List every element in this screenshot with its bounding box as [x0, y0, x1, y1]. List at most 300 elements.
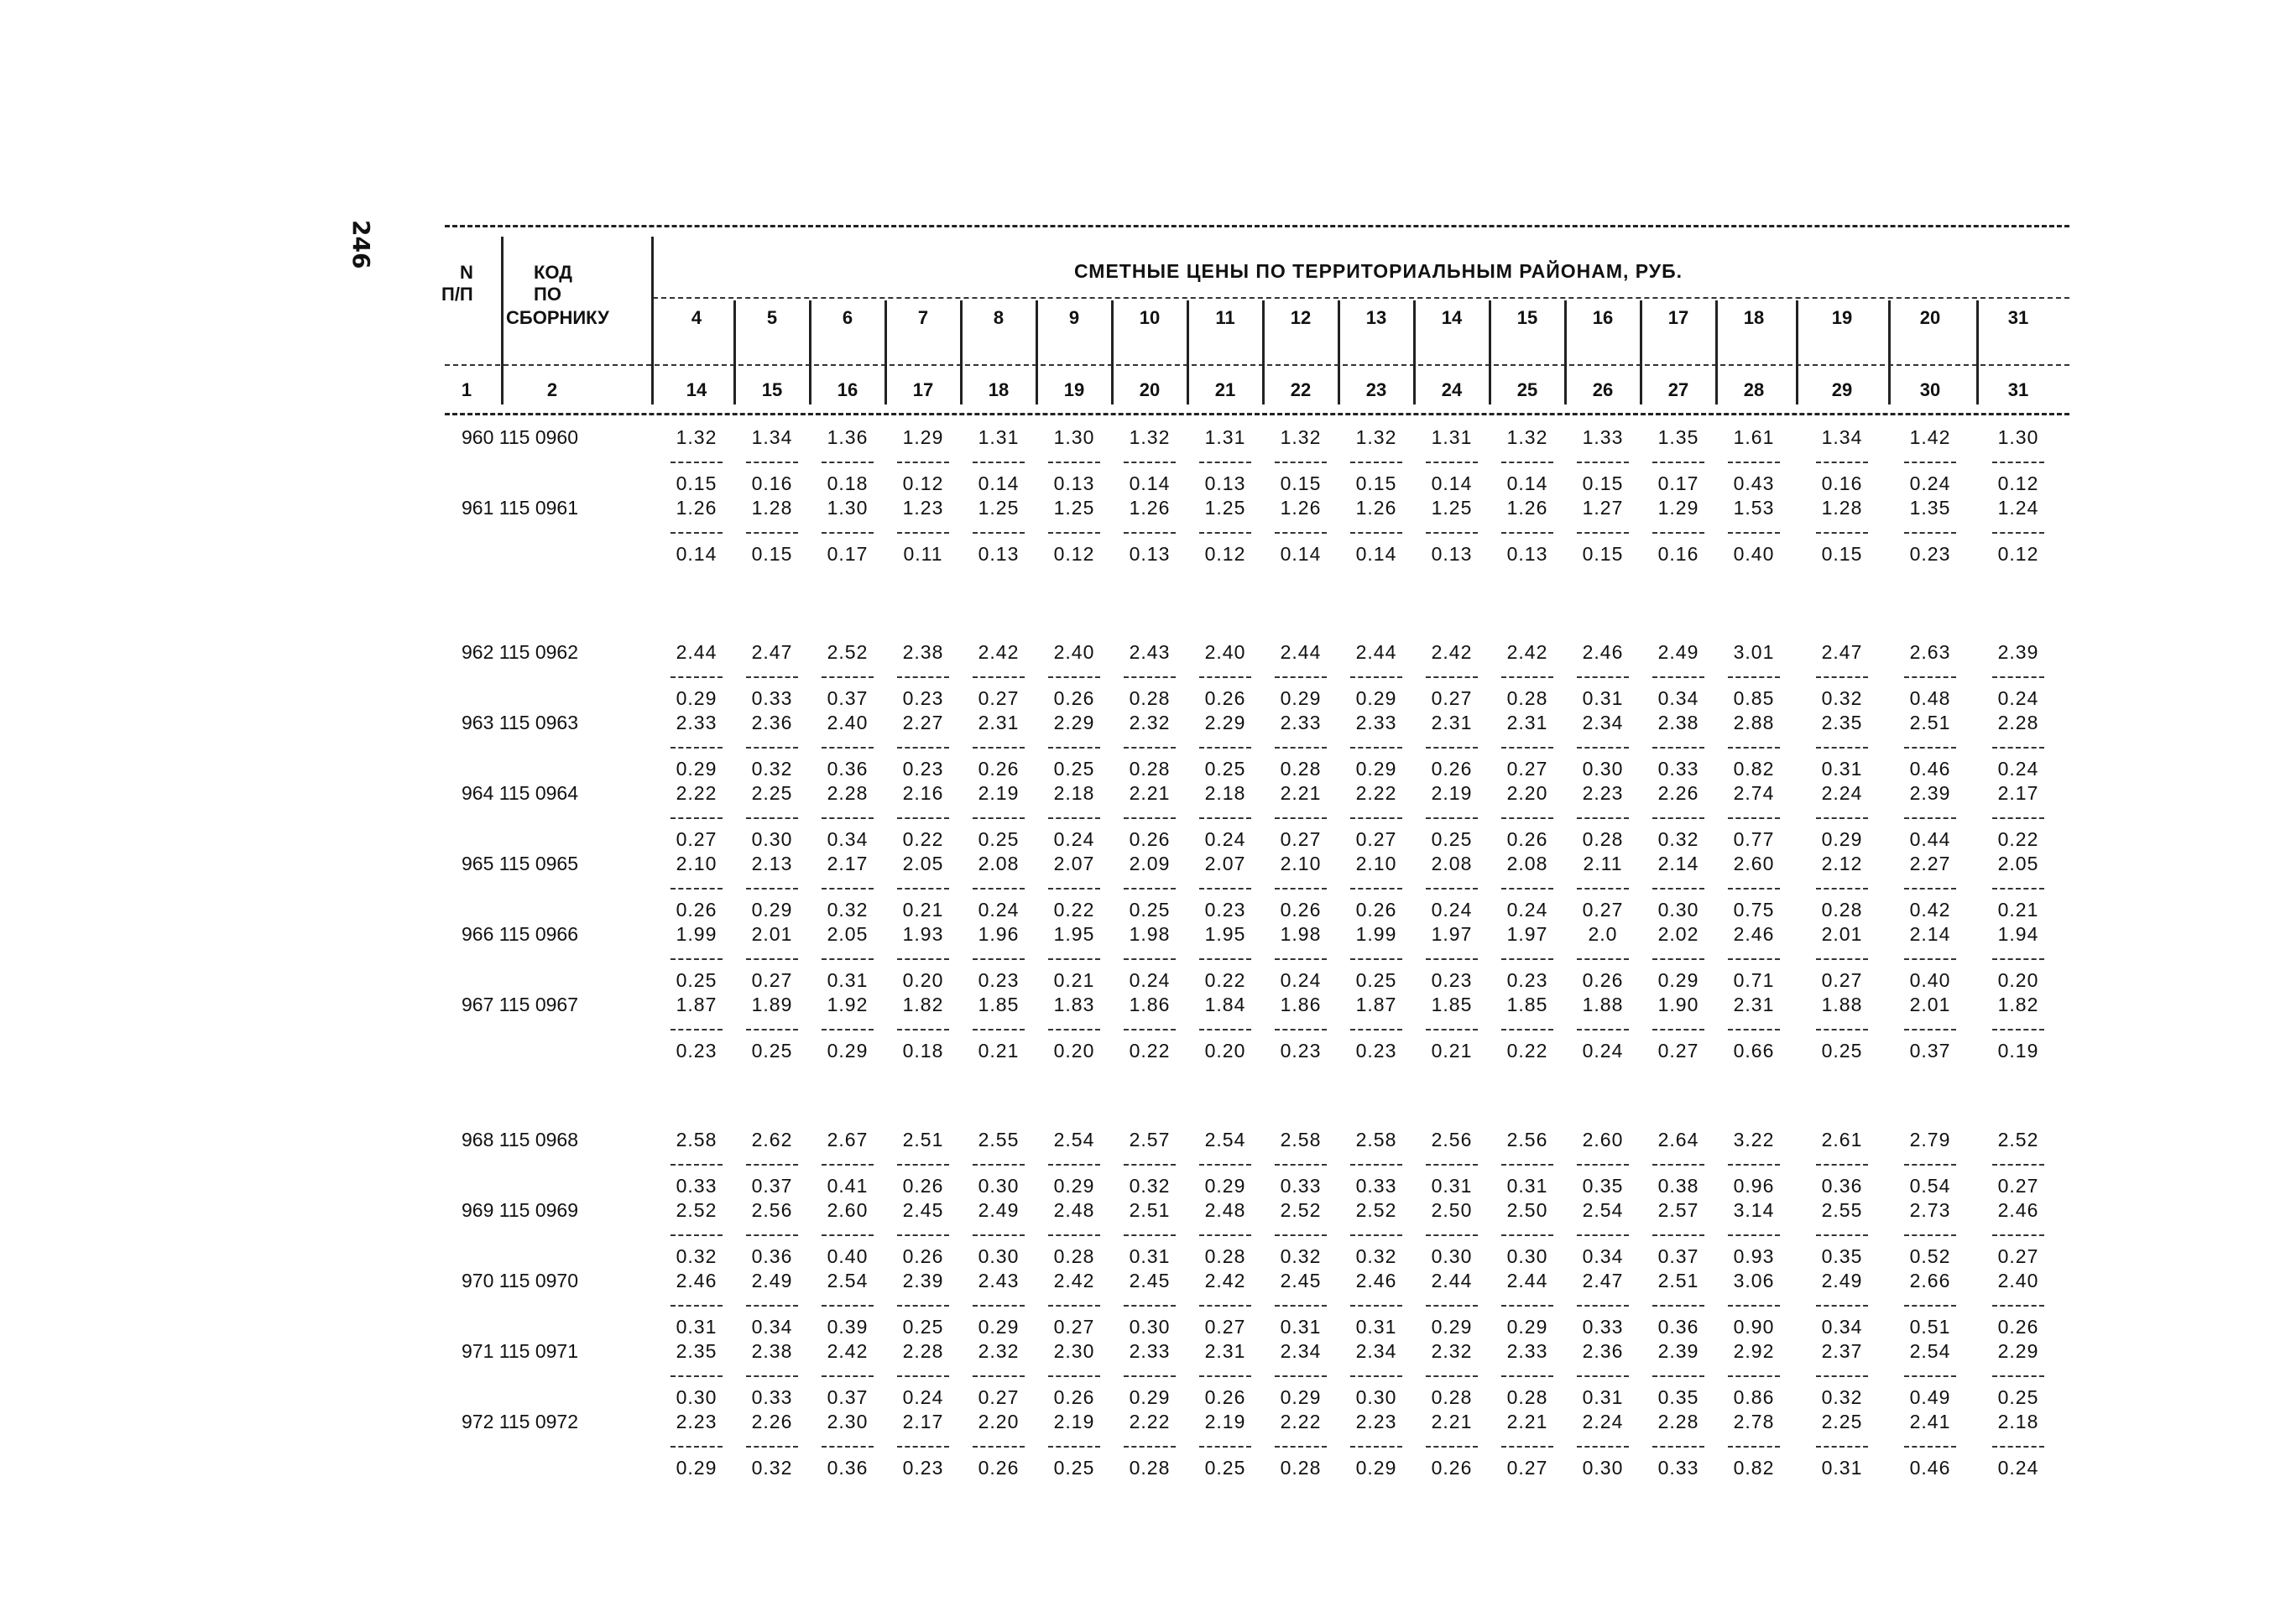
fraction-line [1275, 1305, 1327, 1307]
fraction-line [1816, 1234, 1868, 1236]
price-value: 1.61 [1733, 426, 1775, 448]
sub-value: 0.11 [903, 543, 943, 565]
sub-value: 0.25 [1204, 1457, 1246, 1479]
sub-value: 0.93 [1733, 1245, 1775, 1267]
sub-value: 0.15 [751, 543, 793, 565]
header-region-number: 12 [1290, 307, 1312, 328]
sub-value: 0.85 [1733, 687, 1775, 709]
sub-value: 0.34 [751, 1316, 793, 1338]
fraction-line [897, 462, 949, 463]
price-value: 2.21 [1431, 1411, 1473, 1432]
sub-value: 0.32 [1821, 687, 1863, 709]
header-col-separator [733, 300, 736, 404]
sub-value: 0.33 [676, 1175, 718, 1197]
price-value: 2.17 [827, 853, 869, 874]
price-value: 2.56 [751, 1199, 793, 1221]
sub-value: 0.33 [1657, 758, 1699, 780]
sub-value: 0.28 [1431, 1386, 1473, 1408]
sub-value: 0.14 [676, 543, 718, 565]
fraction-line [1426, 532, 1478, 534]
fraction-line [1577, 958, 1629, 960]
sub-value: 0.29 [1280, 1386, 1322, 1408]
header-col-npp: П/П [441, 284, 473, 305]
price-value: 2.46 [1582, 641, 1624, 663]
fraction-line [1426, 1234, 1478, 1236]
price-value: 2.31 [1506, 712, 1548, 733]
sub-value: 0.29 [1355, 1457, 1397, 1479]
price-value: 2.38 [751, 1340, 793, 1362]
fraction-line [1048, 676, 1100, 678]
price-value: 2.18 [1053, 782, 1095, 804]
price-value: 2.22 [1129, 1411, 1171, 1432]
price-value: 2.17 [902, 1411, 944, 1432]
sub-value: 0.37 [1909, 1040, 1951, 1062]
fraction-line [1992, 1234, 2044, 1236]
price-value: 2.28 [902, 1340, 944, 1362]
price-value: 1.87 [676, 994, 718, 1015]
price-value: 2.49 [1657, 641, 1699, 663]
price-value: 2.50 [1506, 1199, 1548, 1221]
sub-value: 0.28 [1582, 828, 1624, 850]
header-column-index: 14 [686, 379, 707, 400]
fraction-line [1048, 817, 1100, 819]
sub-value: 0.29 [1053, 1175, 1095, 1197]
fraction-line [1350, 817, 1402, 819]
sub-value: 0.32 [1280, 1245, 1322, 1267]
price-value: 2.31 [1204, 1340, 1246, 1362]
sub-value: 0.13 [1053, 472, 1095, 494]
price-value: 2.40 [1204, 641, 1246, 663]
fraction-line [1992, 888, 2044, 890]
price-value: 2.44 [1355, 641, 1397, 663]
fraction-line [1275, 1446, 1327, 1448]
fraction-line [746, 747, 798, 749]
price-value: 2.54 [1053, 1129, 1095, 1150]
fraction-line [1652, 1305, 1704, 1307]
price-value: 2.52 [1280, 1199, 1322, 1221]
sub-value: 0.75 [1733, 899, 1775, 921]
sub-value: 0.29 [1129, 1386, 1171, 1408]
fraction-line [1275, 676, 1327, 678]
fraction-line [1728, 888, 1780, 890]
header-column-index: 28 [1743, 379, 1765, 400]
price-value: 2.01 [1821, 923, 1863, 945]
fraction-line [671, 1164, 723, 1166]
sub-value: 0.23 [1431, 969, 1473, 991]
fraction-line [1199, 1375, 1251, 1377]
sub-value: 0.23 [1280, 1040, 1322, 1062]
fraction-line [1992, 676, 2044, 678]
price-value: 2.26 [751, 1411, 793, 1432]
header-col-index-2: 2 [546, 379, 558, 400]
sub-value: 0.28 [1280, 758, 1322, 780]
fraction-line [897, 532, 949, 534]
header-column-index: 19 [1063, 379, 1085, 400]
fraction-line [973, 958, 1025, 960]
sub-value: 0.31 [1431, 1175, 1473, 1197]
header-col-separator [1187, 300, 1189, 404]
price-value: 3.14 [1733, 1199, 1775, 1221]
price-value: 2.44 [1431, 1270, 1473, 1291]
price-value: 2.33 [1129, 1340, 1171, 1362]
sub-value: 0.13 [1506, 543, 1548, 565]
price-value: 2.54 [1582, 1199, 1624, 1221]
fraction-line [1426, 1029, 1478, 1030]
sub-value: 0.26 [1997, 1316, 2039, 1338]
fraction-line [1652, 747, 1704, 749]
sub-value: 0.36 [751, 1245, 793, 1267]
price-value: 2.28 [827, 782, 869, 804]
price-value: 2.55 [1821, 1199, 1863, 1221]
fraction-line [1652, 1375, 1704, 1377]
sub-value: 0.17 [827, 543, 869, 565]
fraction-line [1426, 958, 1478, 960]
row-code: 962 115 0962 [462, 641, 578, 663]
fraction-line [1048, 888, 1100, 890]
header-region-number: 18 [1743, 307, 1765, 328]
price-value: 2.56 [1506, 1129, 1548, 1150]
sub-value: 0.14 [1280, 543, 1322, 565]
sub-value: 0.40 [1733, 543, 1775, 565]
header-region-number: 6 [842, 307, 853, 328]
fraction-line [1426, 817, 1478, 819]
sub-value: 0.66 [1733, 1040, 1775, 1062]
price-value: 2.42 [1431, 641, 1473, 663]
fraction-line [973, 747, 1025, 749]
price-value: 1.36 [827, 426, 869, 448]
price-value: 2.23 [1582, 782, 1624, 804]
fraction-line [1992, 1305, 2044, 1307]
fraction-line [1199, 817, 1251, 819]
price-value: 2.55 [978, 1129, 1020, 1150]
price-value: 2.47 [751, 641, 793, 663]
price-value: 2.07 [1053, 853, 1095, 874]
sub-value: 0.23 [1204, 899, 1246, 921]
price-value: 2.05 [827, 923, 869, 945]
sub-value: 0.25 [1431, 828, 1473, 850]
fraction-line [822, 958, 874, 960]
price-value: 1.31 [978, 426, 1020, 448]
sub-value: 0.27 [1582, 899, 1624, 921]
price-value: 2.73 [1909, 1199, 1951, 1221]
fraction-line [1199, 1446, 1251, 1448]
sub-value: 0.29 [676, 758, 718, 780]
sub-value: 0.27 [1204, 1316, 1246, 1338]
fraction-line [973, 532, 1025, 534]
sub-value: 0.33 [1355, 1175, 1397, 1197]
price-value: 2.51 [902, 1129, 944, 1150]
fraction-line [1816, 1164, 1868, 1166]
header-mid-rule [445, 364, 2069, 366]
fraction-line [1350, 532, 1402, 534]
sub-value: 0.30 [751, 828, 793, 850]
sub-value: 0.30 [1582, 758, 1624, 780]
header-col-separator [1640, 300, 1642, 404]
price-value: 2.39 [1997, 641, 2039, 663]
header-column-index: 24 [1441, 379, 1463, 400]
price-value: 1.98 [1280, 923, 1322, 945]
price-value: 2.49 [1821, 1270, 1863, 1291]
fraction-line [1904, 1029, 1956, 1030]
price-value: 2.21 [1506, 1411, 1548, 1432]
price-value: 2.39 [1657, 1340, 1699, 1362]
sub-value: 0.20 [1204, 1040, 1246, 1062]
sub-value: 0.22 [1053, 899, 1095, 921]
header-col-separator [1796, 300, 1798, 404]
sub-value: 0.25 [1821, 1040, 1863, 1062]
fraction-line [1350, 958, 1402, 960]
fraction-line [1048, 747, 1100, 749]
fraction-line [1048, 532, 1100, 534]
sub-value: 0.16 [1821, 472, 1863, 494]
sub-value: 0.15 [1582, 472, 1624, 494]
sub-value: 0.31 [1129, 1245, 1171, 1267]
row-code: 965 115 0965 [462, 853, 578, 874]
sub-value: 0.22 [1997, 828, 2039, 850]
sub-value: 0.25 [1204, 758, 1246, 780]
fraction-line [1501, 1446, 1553, 1448]
sub-value: 0.20 [1997, 969, 2039, 991]
price-value: 1.29 [902, 426, 944, 448]
header-column-index: 15 [761, 379, 783, 400]
price-value: 2.54 [827, 1270, 869, 1291]
fraction-line [1577, 676, 1629, 678]
row-code: 961 115 0961 [462, 497, 578, 519]
price-value: 2.52 [827, 641, 869, 663]
fraction-line [1501, 676, 1553, 678]
sub-value: 0.28 [1129, 687, 1171, 709]
sub-value: 0.36 [1821, 1175, 1863, 1197]
fraction-line [1199, 462, 1251, 463]
price-value: 2.63 [1909, 641, 1951, 663]
header-column-index: 29 [1831, 379, 1853, 400]
price-value: 2.13 [751, 853, 793, 874]
fraction-line [897, 1164, 949, 1166]
sub-value: 0.15 [676, 472, 718, 494]
sub-value: 0.43 [1733, 472, 1775, 494]
price-value: 2.45 [1129, 1270, 1171, 1291]
sub-value: 0.26 [1053, 687, 1095, 709]
fraction-line [1577, 462, 1629, 463]
price-value: 1.29 [1657, 497, 1699, 519]
fraction-line [1992, 817, 2044, 819]
fraction-line [1048, 1305, 1100, 1307]
header-col-separator [1888, 300, 1891, 404]
price-value: 2.52 [1997, 1129, 2039, 1150]
header-column-index: 27 [1667, 379, 1689, 400]
price-value: 1.83 [1053, 994, 1095, 1015]
price-value: 1.33 [1582, 426, 1624, 448]
fraction-line [822, 1234, 874, 1236]
sub-value: 0.31 [676, 1316, 718, 1338]
sub-value: 0.24 [1506, 899, 1548, 921]
sub-value: 0.33 [1657, 1457, 1699, 1479]
price-value: 2.42 [1204, 1270, 1246, 1291]
sub-value: 0.30 [1582, 1457, 1624, 1479]
fraction-line [1124, 532, 1176, 534]
header-col-separator [1976, 300, 1979, 404]
price-value: 2.01 [751, 923, 793, 945]
price-value: 1.93 [902, 923, 944, 945]
sub-value: 0.24 [1909, 472, 1951, 494]
price-value: 2.62 [751, 1129, 793, 1150]
sub-value: 0.31 [1821, 758, 1863, 780]
fraction-line [1992, 1375, 2044, 1377]
price-value: 1.89 [751, 994, 793, 1015]
sub-value: 0.31 [1582, 687, 1624, 709]
fraction-line [671, 1375, 723, 1377]
sub-value: 0.51 [1909, 1316, 1951, 1338]
sub-value: 0.26 [1431, 1457, 1473, 1479]
sub-value: 0.25 [1129, 899, 1171, 921]
price-value: 1.32 [676, 426, 718, 448]
price-value: 2.47 [1582, 1270, 1624, 1291]
sub-value: 0.27 [751, 969, 793, 991]
sub-value: 0.41 [827, 1175, 869, 1197]
fraction-line [1048, 1164, 1100, 1166]
sub-value: 0.34 [1582, 1245, 1624, 1267]
fraction-line [1728, 1164, 1780, 1166]
fraction-line [1048, 1446, 1100, 1448]
fraction-line [746, 1446, 798, 1448]
fraction-line [1577, 747, 1629, 749]
sub-value: 0.86 [1733, 1386, 1775, 1408]
fraction-line [746, 1375, 798, 1377]
fraction-line [1124, 1234, 1176, 1236]
fraction-line [1992, 532, 2044, 534]
fraction-line [1275, 817, 1327, 819]
fraction-line [1816, 1305, 1868, 1307]
fraction-line [1199, 1234, 1251, 1236]
header-top-rule [445, 225, 2069, 227]
price-value: 2.39 [1909, 782, 1951, 804]
price-value: 2.10 [676, 853, 718, 874]
fraction-line [1124, 817, 1176, 819]
sub-value: 0.13 [1129, 543, 1171, 565]
price-value: 1.90 [1657, 994, 1699, 1015]
price-value: 2.30 [827, 1411, 869, 1432]
price-value: 1.32 [1129, 426, 1171, 448]
price-value: 1.25 [1204, 497, 1246, 519]
price-value: 2.52 [676, 1199, 718, 1221]
price-value: 2.10 [1355, 853, 1397, 874]
price-value: 2.26 [1657, 782, 1699, 804]
header-region-number: 19 [1831, 307, 1853, 328]
price-value: 2.36 [1582, 1340, 1624, 1362]
sub-value: 0.25 [1053, 758, 1095, 780]
fraction-line [1426, 888, 1478, 890]
header-region-number: 14 [1441, 307, 1463, 328]
row-code: 971 115 0971 [462, 1340, 578, 1362]
fraction-line [1904, 676, 1956, 678]
fraction-line [1275, 462, 1327, 463]
price-value: 2.29 [1053, 712, 1095, 733]
price-value: 1.97 [1431, 923, 1473, 945]
price-value: 1.99 [676, 923, 718, 945]
sub-value: 0.52 [1909, 1245, 1951, 1267]
fraction-line [1501, 1375, 1553, 1377]
fraction-line [1426, 1305, 1478, 1307]
fraction-line [1199, 888, 1251, 890]
sub-value: 0.32 [1355, 1245, 1397, 1267]
header-column-index: 31 [2007, 379, 2029, 400]
price-value: 2.47 [1821, 641, 1863, 663]
sub-value: 0.19 [1997, 1040, 2039, 1062]
fraction-line [746, 1234, 798, 1236]
sub-value: 0.24 [902, 1386, 944, 1408]
header-column-index: 21 [1214, 379, 1236, 400]
sub-value: 0.29 [1355, 687, 1397, 709]
fraction-line [1350, 1234, 1402, 1236]
sub-value: 0.42 [1909, 899, 1951, 921]
fraction-line [1501, 1164, 1553, 1166]
header-region-number: 9 [1068, 307, 1080, 328]
price-value: 2.18 [1204, 782, 1246, 804]
sub-value: 0.24 [1997, 1457, 2039, 1479]
sub-value: 0.29 [1431, 1316, 1473, 1338]
sub-value: 0.21 [1997, 899, 2039, 921]
fraction-line [822, 1164, 874, 1166]
price-value: 2.24 [1582, 1411, 1624, 1432]
fraction-line [1577, 888, 1629, 890]
price-value: 2.02 [1657, 923, 1699, 945]
sub-value: 0.31 [1355, 1316, 1397, 1338]
fraction-line [1048, 1375, 1100, 1377]
sub-value: 0.16 [1657, 543, 1699, 565]
sub-value: 0.22 [1129, 1040, 1171, 1062]
sub-value: 0.12 [1053, 543, 1095, 565]
price-value: 1.23 [902, 497, 944, 519]
price-value: 2.22 [1355, 782, 1397, 804]
sub-value: 0.29 [1506, 1316, 1548, 1338]
sub-value: 0.25 [1053, 1457, 1095, 1479]
header-column-index: 26 [1592, 379, 1614, 400]
header-col-code-1: КОД [534, 262, 572, 283]
sub-value: 0.32 [751, 1457, 793, 1479]
fraction-line [746, 817, 798, 819]
sub-value: 0.46 [1909, 758, 1951, 780]
sub-value: 0.34 [1821, 1316, 1863, 1338]
price-value: 2.45 [902, 1199, 944, 1221]
sub-value: 0.49 [1909, 1386, 1951, 1408]
fraction-line [1426, 1375, 1478, 1377]
fraction-line [1816, 676, 1868, 678]
price-value: 2.44 [1280, 641, 1322, 663]
sub-value: 0.30 [978, 1175, 1020, 1197]
sub-value: 0.90 [1733, 1316, 1775, 1338]
sub-value: 0.23 [676, 1040, 718, 1062]
fraction-line [1816, 1029, 1868, 1030]
sub-value: 0.34 [827, 828, 869, 850]
fraction-line [1199, 1164, 1251, 1166]
header-title-rule [653, 297, 2069, 299]
header-col-separator [1338, 300, 1340, 404]
fraction-line [1350, 462, 1402, 463]
price-value: 2.42 [978, 641, 1020, 663]
fraction-line [1350, 1305, 1402, 1307]
sub-value: 0.24 [1997, 687, 2039, 709]
sub-value: 0.35 [1582, 1175, 1624, 1197]
sub-value: 0.27 [1997, 1245, 2039, 1267]
sub-value: 0.32 [676, 1245, 718, 1267]
price-value: 2.18 [1997, 1411, 2039, 1432]
price-value: 2.16 [902, 782, 944, 804]
fraction-line [1124, 1305, 1176, 1307]
row-code: 969 115 0969 [462, 1199, 578, 1221]
sub-value: 0.71 [1733, 969, 1775, 991]
fraction-line [822, 1305, 874, 1307]
fraction-line [1275, 1234, 1327, 1236]
